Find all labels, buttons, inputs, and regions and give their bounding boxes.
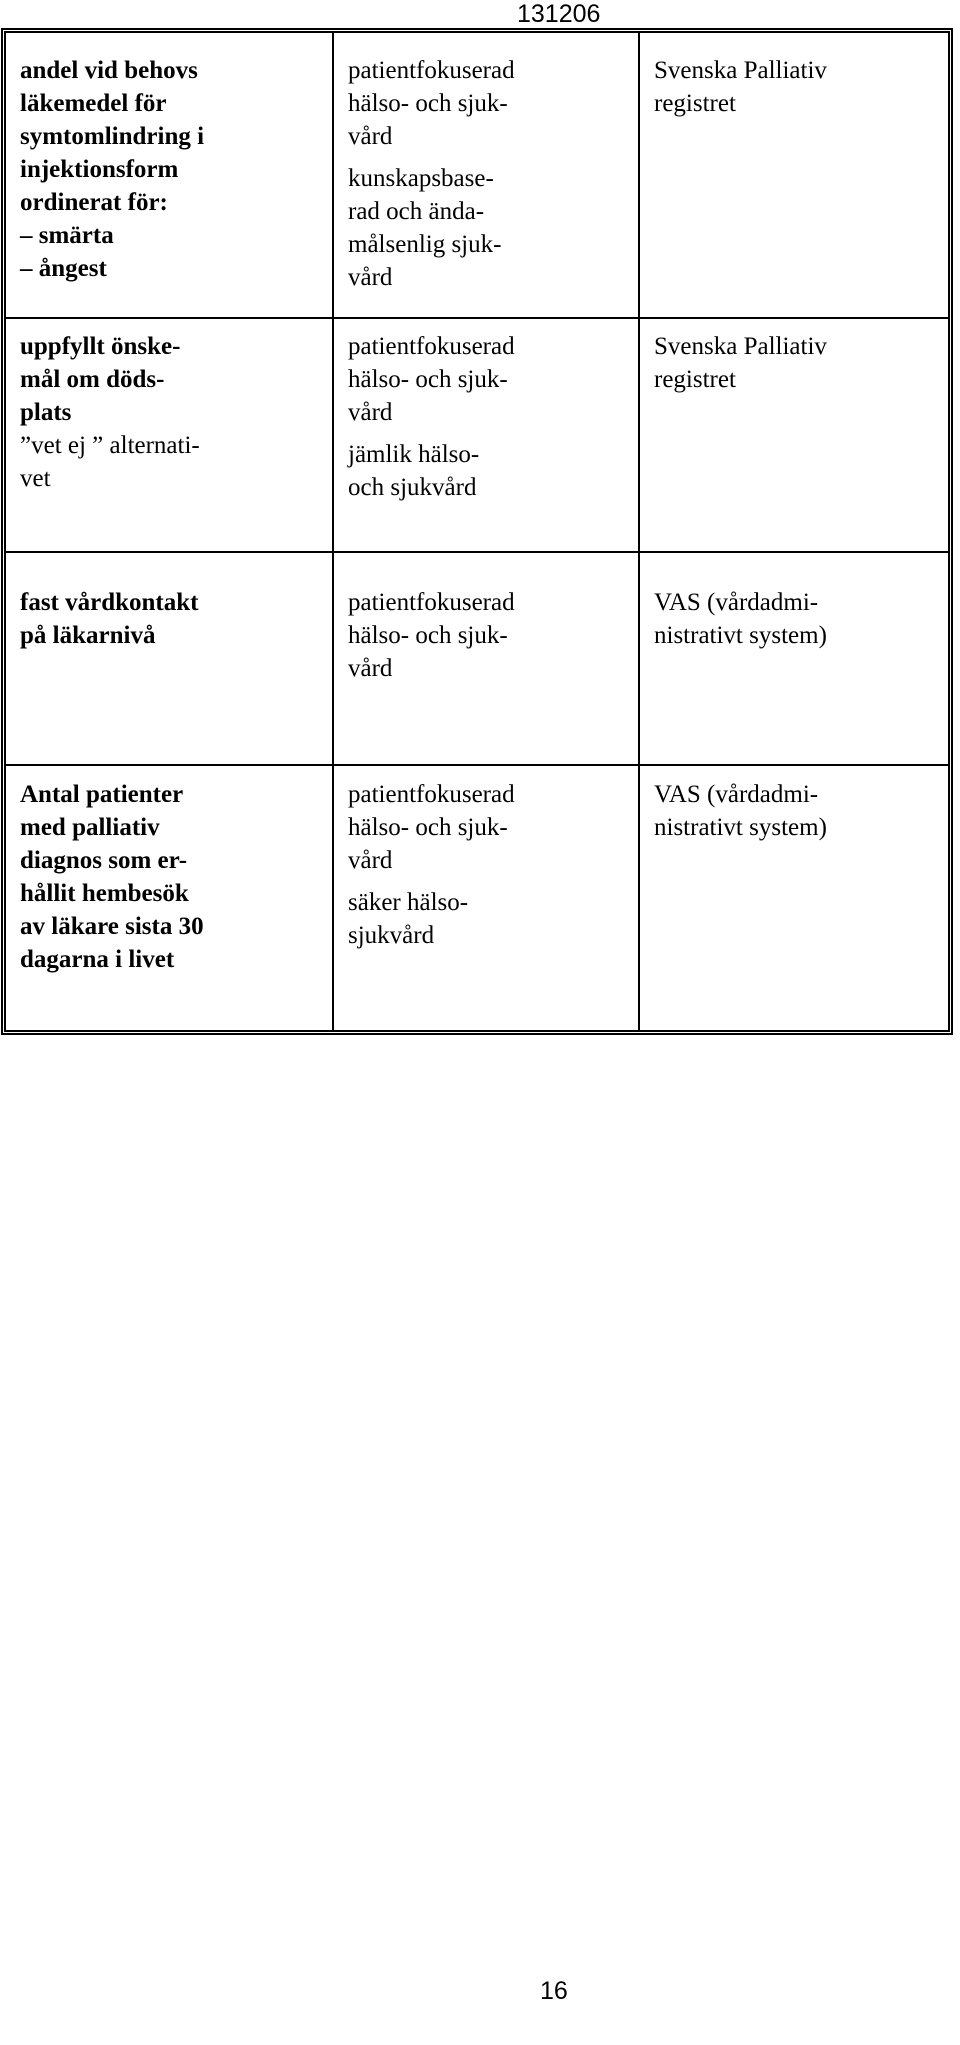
indicator-line: mål om döds-	[20, 366, 165, 393]
aspect-line: och sjukvård	[348, 474, 477, 501]
aspect-line: sjukvård	[348, 922, 435, 949]
indicator-line: dagarna i livet	[20, 946, 175, 973]
aspect-line: målsenlig sjuk-	[348, 231, 502, 258]
indicator-line: fast vårdkontakt	[20, 589, 199, 616]
indicator-line: uppfyllt önske-	[20, 333, 181, 360]
header-code: 131206	[517, 0, 601, 28]
source-line: registret	[654, 90, 736, 117]
indicator-line: på läkarnivå	[20, 622, 156, 649]
source-cell	[654, 330, 944, 396]
aspect-line: vård	[348, 123, 393, 150]
sub-item: vet	[20, 465, 51, 492]
indicator-line: Antal patienter	[20, 781, 184, 808]
indicator-line: med palliativ	[20, 814, 160, 841]
page-number: 16	[540, 1977, 568, 2005]
aspect-line: hälso- och sjuk-	[348, 622, 508, 649]
source-cell	[654, 778, 944, 844]
row-divider-1	[6, 317, 948, 319]
aspect-line: kunskapsbase-	[348, 165, 494, 192]
sub-item: – ångest	[20, 255, 107, 282]
aspect-cell	[348, 778, 628, 952]
row-divider-3	[6, 764, 948, 766]
aspect-cell	[348, 330, 628, 504]
indicator-line: symtomlindring i	[20, 123, 205, 150]
aspect-line: säker hälso-	[348, 889, 469, 916]
indicator-cell	[20, 778, 320, 976]
aspect-line: hälso- och sjuk-	[348, 366, 508, 393]
aspect-line: patientfokuserad	[348, 57, 515, 84]
aspect-line: patientfokuserad	[348, 333, 515, 360]
aspect-line: vård	[348, 847, 393, 874]
indicator-line: plats	[20, 399, 72, 426]
row-divider-2	[6, 551, 948, 553]
aspect-line: vård	[348, 264, 393, 291]
column-divider-1	[332, 33, 334, 1030]
aspect-line: hälso- och sjuk-	[348, 90, 508, 117]
source-cell	[654, 586, 944, 652]
source-line: Svenska Palliativ	[654, 57, 827, 84]
source-line: nistrativt system)	[654, 622, 827, 649]
aspect-line: hälso- och sjuk-	[348, 814, 508, 841]
indicator-table	[1, 28, 953, 1035]
indicator-line: diagnos som er-	[20, 847, 188, 874]
sub-item: ”vet ej ” alternati-	[20, 432, 200, 459]
source-line: nistrativt system)	[654, 814, 827, 841]
sub-item: – smärta	[20, 222, 114, 249]
indicator-line: ordinerat för:	[20, 189, 168, 216]
aspect-cell	[348, 54, 628, 294]
indicator-line: läkemedel för	[20, 90, 167, 117]
indicator-cell	[20, 330, 320, 495]
aspect-line: rad och ända-	[348, 198, 485, 225]
source-cell	[654, 54, 944, 120]
indicator-line: andel vid behovs	[20, 57, 198, 84]
indicator-line: hållit hembesök	[20, 880, 189, 907]
aspect-line: jämlik hälso-	[348, 441, 480, 468]
source-line: VAS (vårdadmi-	[654, 781, 819, 808]
aspect-line: patientfokuserad	[348, 781, 515, 808]
indicator-cell	[20, 586, 320, 652]
source-line: VAS (vårdadmi-	[654, 589, 819, 616]
indicator-cell	[20, 54, 320, 285]
aspect-line: vård	[348, 399, 393, 426]
aspect-cell	[348, 586, 628, 685]
indicator-line: av läkare sista 30	[20, 913, 204, 940]
aspect-line: vård	[348, 655, 393, 682]
source-line: registret	[654, 366, 736, 393]
source-line: Svenska Palliativ	[654, 333, 827, 360]
indicator-line: injektionsform	[20, 156, 179, 183]
column-divider-2	[638, 33, 640, 1030]
aspect-line: patientfokuserad	[348, 589, 515, 616]
